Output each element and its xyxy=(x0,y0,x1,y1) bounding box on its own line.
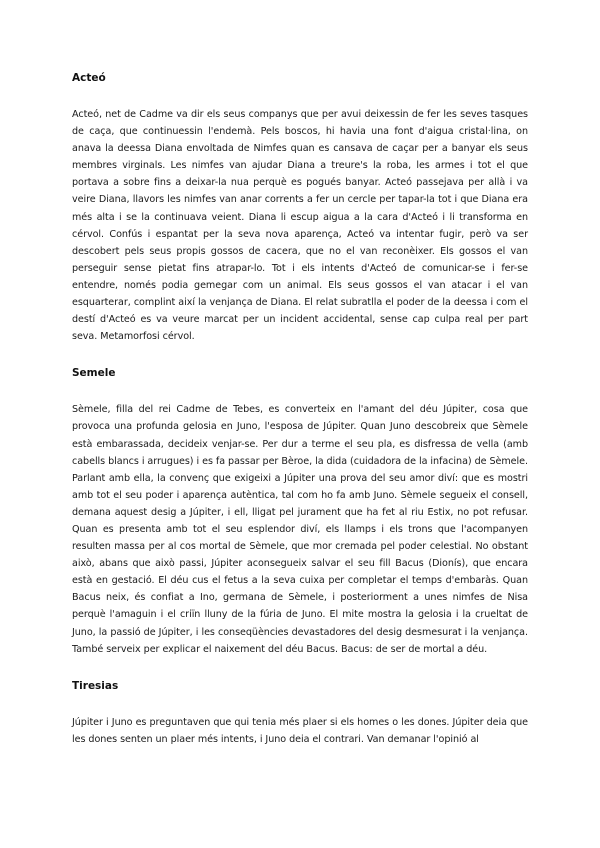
document-body xyxy=(72,70,528,748)
section-body-acteo: Acteó, net de Cadme va dir els seus companys que per avui deixessin de fer les seves tasques de caça, que continuessin l'endemà. Pels boscos, hi havia una font d'aigua cristal·lina, on anava la deessa Diana envoltada de Nimfes quan es cansava de caçar per a banyar els seus membres virginals. Les nimfes van ajudar Diana a treure's la roba, les armes i tot el que portava a sobre fins a deixar-la nua perquè es pogués banyar. Acteó passejava per allà i va veire Diana, llavors les nimfes van anar corrents a fer un cercle per tapar-la tot i que Diana era més alta i se la continuava veient. Diana li escup aigua a la cara d'Acteó i li transforma en cérvol. Confús i espantat per la seva nova aparença, Acteó va intentar fugir, però va ser descobert pels seus propis gossos de cacera, que no el van reconèixer. Els gossos el van perseguir sense pietat fins atrapar-lo. Tot i els intents d'Acteó de comunicar-se i fer-se entendre, només podia gemegar com un animal. Els seus gossos el van atacar i el van esquarterar, complint així la venjança de Diana. El relat subratlla el poder de la deessa i com el destí d'Acteó es va veure marcat per un incident accidental, sense cap culpa real per part seva. Metamorfosi cérvol. xyxy=(72,109,528,343)
section-title-acteo: Acteó xyxy=(72,72,106,84)
section-body-tiresias: Júpiter i Juno es preguntaven que qui tenia més plaer si els homes o les dones. Júpiter deia que les dones senten un plaer més intents, i Juno deia el contrari. Van demanar l'opinió al xyxy=(72,716,528,745)
section-body-semele: Sèmele, filla del rei Cadme de Tebes, es converteix en l'amant del déu Júpiter, cosa que provoca una profunda gelosia en Juno, l'esposa de Júpiter. Quan Juno descobreix que Sèmele està embarassada, decideix venjar-se. Per dur a terme el seu pla, es disfressa de vella (amb cabells blancs i arrugues) i es fa passar per Bèroe, la dida (cuidadora de la infacina) de Sèmele. Parlant amb ella, la convenç que exigeixi a Júpiter una prova del seu amor diví: que es mostri amb tot el seu poder i aparença autèntica, tal com ho fa amb Juno. Sèmele segueix el consell, demana aquest desig a Júpiter, i ell, lligat pel jurament que ha fet al riu Estix, no pot refusar. Quan es presenta amb tot el seu esplendor diví, els llamps i els trons que l'acompanyen resulten massa per al cos mortal de Sèmele, que mor cremada pel poder celestial. No obstant això, abans que això passi, Júpiter aconsegueix salvar el seu fill Bacus (Dionís), que encara està en gestació. El déu cus el fetus a la seva cuixa per completar el temps d'embaràs. Quan Bacus neix, és confiat a Ino, germana de Sèmele, i posteriorment a unes nimfes de Nisa perquè l'amaguin i el criïn lluny de la fúria de Juno. El mite mostra la gelosia i la crueltat de Juno, la passió de Júpiter, i les conseqüències devastadores del desig desmesurat i la venjança. També serveix per explicar el naixement del déu Bacus. Bacus: de ser de mortal a déu. xyxy=(72,404,528,655)
section-title-semele: Semele xyxy=(72,367,116,380)
section-title-tiresias: Tiresias xyxy=(72,679,119,692)
